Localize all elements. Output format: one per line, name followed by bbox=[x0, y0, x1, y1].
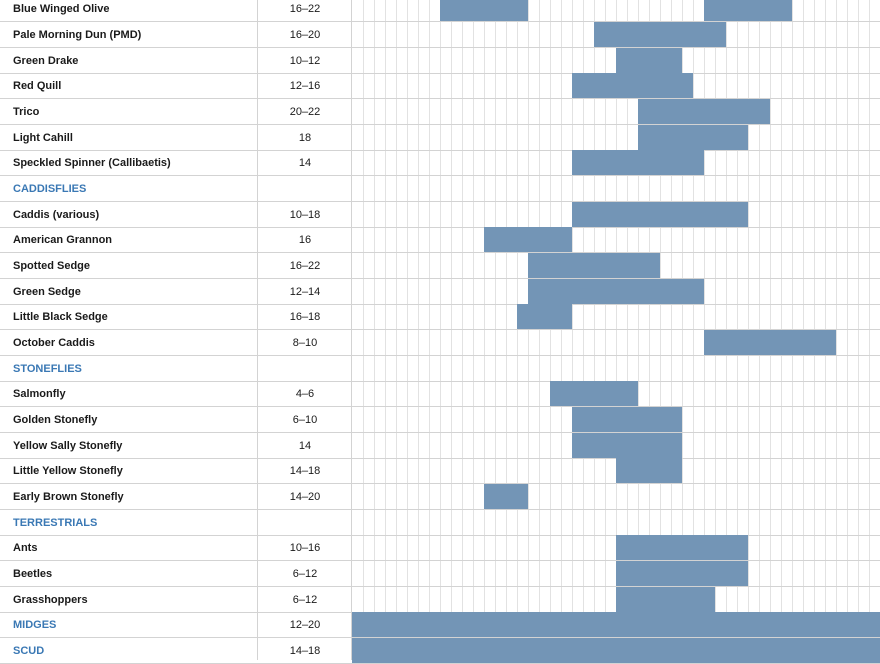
hatch-period-bar bbox=[484, 484, 528, 509]
hatch-period-bar bbox=[572, 433, 682, 458]
hatch-period-bar bbox=[528, 279, 704, 304]
hatch-row bbox=[0, 22, 880, 48]
hatch-row bbox=[0, 73, 880, 99]
hook-size: 16 bbox=[298, 233, 312, 246]
insect-name: October Caddis bbox=[13, 336, 95, 349]
hatch-row bbox=[0, 535, 880, 561]
hatch-period-bar bbox=[550, 381, 638, 406]
hatch-row bbox=[0, 125, 880, 151]
hook-size: 16–18 bbox=[289, 310, 321, 323]
hatch-period-bar bbox=[572, 202, 748, 227]
hatch-period-bar bbox=[517, 304, 572, 329]
hatch-period-bar bbox=[352, 612, 880, 637]
hatch-row bbox=[0, 407, 880, 433]
hatch-row bbox=[0, 48, 880, 74]
hatch-period-bar bbox=[594, 22, 726, 47]
category-row bbox=[0, 356, 880, 382]
insect-name: Yellow Sally Stonefly bbox=[13, 439, 123, 452]
category-label: SCUD bbox=[13, 644, 45, 657]
hook-size bbox=[258, 356, 352, 381]
hatch-row bbox=[0, 381, 880, 407]
hatch-period-bar bbox=[704, 0, 792, 21]
insect-name: Light Cahill bbox=[13, 131, 73, 144]
hook-size: 18 bbox=[298, 131, 312, 144]
insect-name: Early Brown Stonefly bbox=[13, 490, 124, 503]
category-row bbox=[0, 638, 880, 664]
hook-size: 8–10 bbox=[292, 336, 318, 349]
hook-size: 12–16 bbox=[289, 79, 321, 92]
insect-name: Little Black Sedge bbox=[13, 310, 108, 323]
hook-size: 20–22 bbox=[289, 105, 321, 118]
hook-size: 6–12 bbox=[292, 567, 318, 580]
hatch-period-bar bbox=[704, 330, 836, 355]
hatch-period-bar bbox=[638, 99, 770, 124]
hatch-row bbox=[0, 587, 880, 613]
hatch-row bbox=[0, 202, 880, 228]
hook-size bbox=[258, 510, 352, 535]
category-label: STONEFLIES bbox=[13, 362, 82, 375]
hook-size: 14–18 bbox=[289, 644, 321, 657]
hook-size: 12–20 bbox=[289, 618, 321, 631]
hook-size: 14 bbox=[298, 156, 312, 169]
hook-size bbox=[258, 176, 352, 201]
hook-size: 16–20 bbox=[289, 28, 321, 41]
hatch-period-bar bbox=[352, 638, 880, 663]
insect-name: Grasshoppers bbox=[13, 593, 88, 606]
hatch-row bbox=[0, 227, 880, 253]
category-label: MIDGES bbox=[13, 618, 57, 631]
insect-name: Golden Stonefly bbox=[13, 413, 98, 426]
hatch-row bbox=[0, 150, 880, 176]
hatch-period-bar bbox=[616, 587, 715, 612]
hatch-row bbox=[0, 253, 880, 279]
hook-size: 16–22 bbox=[289, 259, 321, 272]
hatch-period-bar bbox=[572, 407, 682, 432]
hook-size: 12–14 bbox=[289, 285, 321, 298]
hatch-row bbox=[0, 0, 880, 22]
insect-name: Trico bbox=[13, 105, 40, 118]
insect-name: Green Drake bbox=[13, 54, 79, 67]
hook-size: 6–10 bbox=[292, 413, 318, 426]
hook-size: 4–6 bbox=[295, 387, 315, 400]
hook-size: 10–18 bbox=[289, 208, 321, 221]
category-row bbox=[0, 612, 880, 638]
hook-size: 14 bbox=[298, 439, 312, 452]
hatch-period-bar bbox=[528, 253, 660, 278]
hook-size: 14–18 bbox=[289, 464, 321, 477]
hook-size: 6–12 bbox=[292, 593, 318, 606]
hook-size: 14–20 bbox=[289, 490, 321, 503]
hatch-row bbox=[0, 279, 880, 305]
insect-name: Pale Morning Dun (PMD) bbox=[13, 28, 142, 41]
category-row bbox=[0, 510, 880, 536]
hatch-row bbox=[0, 99, 880, 125]
hatch-period-bar bbox=[616, 48, 682, 73]
hatch-row bbox=[0, 458, 880, 484]
hatch-row bbox=[0, 304, 880, 330]
insect-name: Blue Winged Olive bbox=[13, 2, 110, 15]
category-row bbox=[0, 176, 880, 202]
hatch-period-bar bbox=[616, 458, 682, 483]
hatch-period-bar bbox=[638, 125, 748, 150]
hook-size: 10–16 bbox=[289, 541, 321, 554]
hatch-period-bar bbox=[572, 150, 704, 175]
insect-name: Spotted Sedge bbox=[13, 259, 91, 272]
insect-name: Green Sedge bbox=[13, 285, 81, 298]
hatch-period-bar bbox=[616, 535, 748, 560]
category-label: TERRESTRIALS bbox=[13, 516, 98, 529]
insect-name: Little Yellow Stonefly bbox=[13, 464, 123, 477]
hatch-row bbox=[0, 433, 880, 459]
hatch-period-bar bbox=[440, 0, 528, 21]
insect-name: Caddis (various) bbox=[13, 208, 100, 221]
hatch-row bbox=[0, 330, 880, 356]
insect-name: Speckled Spinner (Callibaetis) bbox=[13, 156, 171, 169]
insect-name: Red Quill bbox=[13, 79, 62, 92]
insect-name: American Grannon bbox=[13, 233, 113, 246]
hatch-row bbox=[0, 561, 880, 587]
hook-size: 16–22 bbox=[289, 2, 321, 15]
hatch-period-bar bbox=[572, 73, 693, 98]
hook-size: 10–12 bbox=[289, 54, 321, 67]
insect-name: Beetles bbox=[13, 567, 53, 580]
hatch-row bbox=[0, 484, 880, 510]
insect-name: Ants bbox=[13, 541, 38, 554]
hatch-period-bar bbox=[616, 561, 748, 586]
category-label: CADDISFLIES bbox=[13, 182, 87, 195]
hatch-period-bar bbox=[484, 227, 572, 252]
insect-name: Salmonfly bbox=[13, 387, 66, 400]
